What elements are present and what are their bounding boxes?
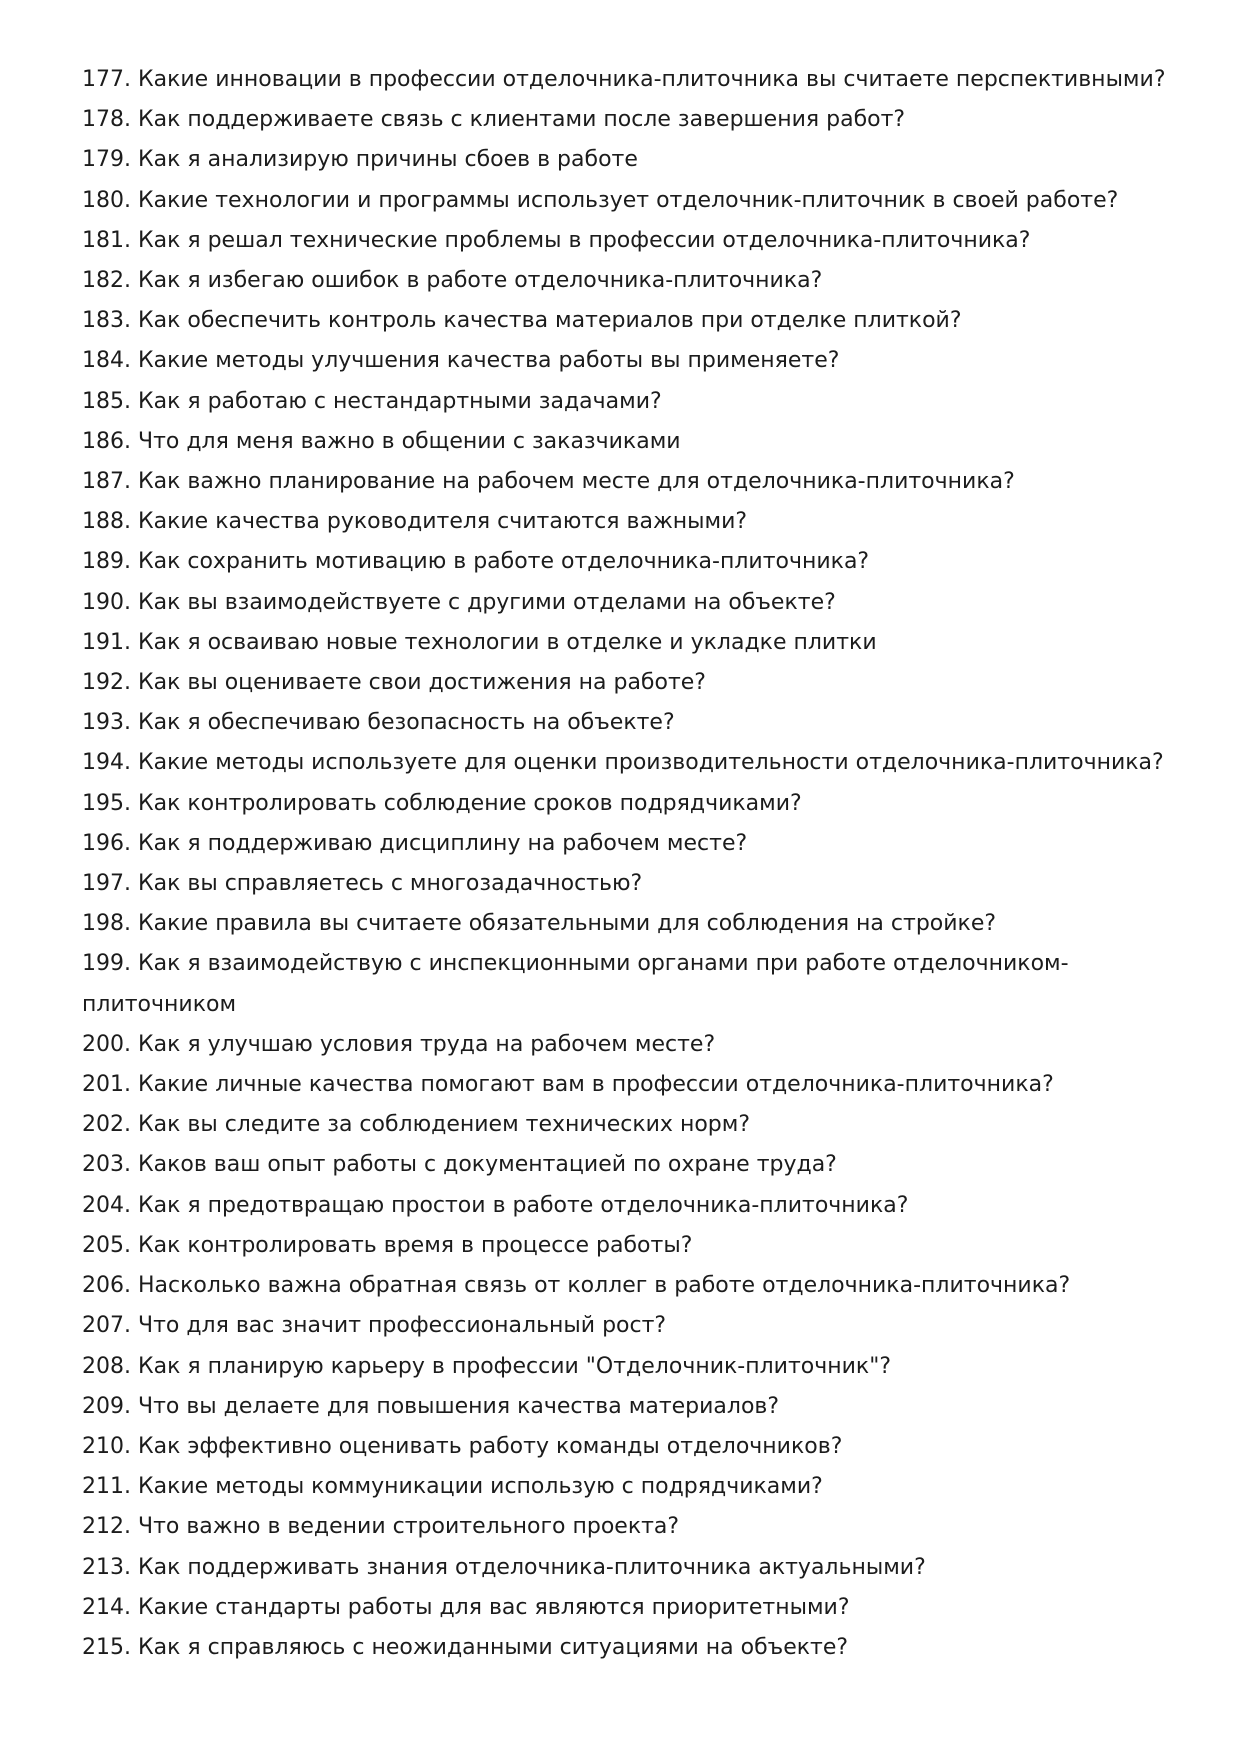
question-text: Какие стандарты работы для вас являются приоритетными?: [137, 1594, 850, 1620]
question-text: Как вы справляетесь с многозадачностью?: [137, 871, 643, 897]
list-item: [82, 1507, 1182, 1547]
list-item: [82, 1186, 1182, 1226]
list-item: [82, 743, 1182, 783]
question-text: Как поддерживать знания отделочника-плиточника актуальными?: [137, 1554, 926, 1580]
question-number: 182.: [82, 268, 131, 294]
list-item: [82, 1588, 1182, 1628]
question-number: 214.: [82, 1594, 131, 1620]
list-item: [82, 1347, 1182, 1387]
question-number: 188.: [82, 509, 131, 535]
question-number: 201.: [82, 1072, 131, 1098]
list-item: [82, 824, 1182, 864]
list-item: [82, 1025, 1182, 1065]
question-text: Как я взаимодействую с инспекционными органами при работе отделочником-плиточником: [82, 951, 1069, 1017]
question-number: 197.: [82, 871, 131, 897]
question-text: Как я обеспечиваю безопасность на объекте?: [137, 710, 675, 736]
list-item: [82, 1387, 1182, 1427]
question-number: 203.: [82, 1152, 131, 1178]
question-number: 194.: [82, 750, 131, 776]
question-text: Как я планирую карьеру в профессии "Отделочник-плиточник"?: [137, 1353, 892, 1379]
question-text: Как поддерживаете связь с клиентами после завершения работ?: [137, 107, 906, 133]
list-item: [82, 1427, 1182, 1467]
question-text: Как вы взаимодействуете с другими отделами на объекте?: [137, 589, 836, 615]
question-number: 185.: [82, 388, 131, 414]
question-text: Как я решал технические проблемы в профессии отделочника-плиточника?: [137, 227, 1031, 253]
list-item: [82, 221, 1182, 261]
list-item: [82, 1548, 1182, 1588]
question-text: Как обеспечить контроль качества материалов при отделке плиткой?: [137, 308, 962, 334]
question-text: Что важно в ведении строительного проекта?: [137, 1514, 680, 1540]
question-number: 212.: [82, 1514, 131, 1540]
question-number: 192.: [82, 670, 131, 696]
list-item: [82, 1266, 1182, 1306]
question-number: 198.: [82, 911, 131, 937]
question-list: [82, 60, 1182, 1668]
question-number: 190.: [82, 589, 131, 615]
question-text: Как важно планирование на рабочем месте для отделочника-плиточника?: [137, 469, 1015, 495]
list-item: [82, 944, 1182, 1024]
question-text: Как сохранить мотивацию в работе отделочника-плиточника?: [137, 549, 870, 575]
question-text: Что вы делаете для повышения качества материалов?: [137, 1393, 780, 1419]
list-item: [82, 1306, 1182, 1346]
question-text: Как контролировать соблюдение сроков подрядчиками?: [137, 790, 802, 816]
list-item: [82, 864, 1182, 904]
question-number: 189.: [82, 549, 131, 575]
list-item: [82, 1145, 1182, 1185]
question-number: 208.: [82, 1353, 131, 1379]
list-item: [82, 422, 1182, 462]
list-item: [82, 140, 1182, 180]
question-number: 196.: [82, 830, 131, 856]
list-item: [82, 60, 1182, 100]
question-text: Как я улучшаю условия труда на рабочем месте?: [137, 1031, 716, 1057]
question-number: 195.: [82, 790, 131, 816]
question-text: Какие методы улучшения качества работы вы применяете?: [137, 348, 840, 374]
list-item: [82, 462, 1182, 502]
question-text: Как контролировать время в процессе работы?: [137, 1232, 693, 1258]
question-number: 207.: [82, 1313, 131, 1339]
question-text: Какие методы используете для оценки производительности отделочника-плиточника?: [137, 750, 1164, 776]
question-text: Как эффективно оценивать работу команды отделочников?: [137, 1433, 843, 1459]
list-item: [82, 100, 1182, 140]
list-item: [82, 502, 1182, 542]
question-text: Какие методы коммуникации использую с подрядчиками?: [137, 1474, 823, 1500]
list-item: [82, 301, 1182, 341]
question-text: Как я справляюсь с неожиданными ситуациями на объекте?: [137, 1634, 849, 1660]
list-item: [82, 623, 1182, 663]
question-number: 215.: [82, 1634, 131, 1660]
list-item: [82, 181, 1182, 221]
question-number: 177.: [82, 67, 131, 92]
list-item: [82, 663, 1182, 703]
question-text: Как я работаю с нестандартными задачами?: [137, 388, 662, 414]
question-text: Что для вас значит профессиональный рост?: [137, 1313, 667, 1339]
question-number: 181.: [82, 227, 131, 253]
list-item: [82, 1226, 1182, 1266]
question-number: 211.: [82, 1474, 131, 1500]
question-text: Насколько важна обратная связь от коллег в работе отделочника-плиточника?: [137, 1273, 1071, 1299]
list-item: [82, 261, 1182, 301]
question-text: Какие правила вы считаете обязательными для соблюдения на стройке?: [137, 911, 997, 937]
question-number: 187.: [82, 469, 131, 495]
question-text: Как я осваиваю новые технологии в отделке и укладке плитки: [137, 629, 877, 655]
question-text: Какие качества руководителя считаются важными?: [137, 509, 748, 535]
question-text: Как вы оцениваете свои достижения на работе?: [137, 670, 706, 696]
question-number: 178.: [82, 107, 131, 133]
list-item: [82, 341, 1182, 381]
question-number: 209.: [82, 1393, 131, 1419]
question-text: Как я предотвращаю простои в работе отделочника-плиточника?: [137, 1192, 909, 1218]
list-item: [82, 1105, 1182, 1145]
question-text: Какие технологии и программы использует отделочник-плиточник в своей работе?: [137, 187, 1119, 213]
question-text: Каков ваш опыт работы с документацией по охране труда?: [137, 1152, 837, 1178]
question-number: 184.: [82, 348, 131, 374]
question-number: 191.: [82, 629, 131, 655]
question-number: 183.: [82, 308, 131, 334]
list-item: [82, 583, 1182, 623]
question-text: Что для меня важно в общении с заказчиками: [137, 428, 681, 454]
question-number: 179.: [82, 147, 131, 173]
question-text: Как я избегаю ошибок в работе отделочника-плиточника?: [137, 268, 823, 294]
question-number: 199.: [82, 951, 131, 977]
list-item: [82, 784, 1182, 824]
question-number: 204.: [82, 1192, 131, 1218]
question-number: 193.: [82, 710, 131, 736]
question-number: 200.: [82, 1031, 131, 1057]
question-number: 202.: [82, 1112, 131, 1138]
question-text: Какие инновации в профессии отделочника-плиточника вы считаете перспективными?: [137, 67, 1166, 92]
list-item: [82, 382, 1182, 422]
list-item: [82, 542, 1182, 582]
question-number: 206.: [82, 1273, 131, 1299]
question-number: 180.: [82, 187, 131, 213]
question-text: Как я поддерживаю дисциплину на рабочем месте?: [137, 830, 748, 856]
question-text: Как я анализирую причины сбоев в работе: [137, 147, 638, 173]
question-number: 205.: [82, 1232, 131, 1258]
question-number: 213.: [82, 1554, 131, 1580]
list-item: [82, 904, 1182, 944]
list-item: [82, 1467, 1182, 1507]
list-item: [82, 703, 1182, 743]
question-text: Как вы следите за соблюдением технических норм?: [137, 1112, 751, 1138]
question-number: 186.: [82, 428, 131, 454]
list-item: [82, 1065, 1182, 1105]
question-text: Какие личные качества помогают вам в профессии отделочника-плиточника?: [137, 1072, 1054, 1098]
question-number: 210.: [82, 1433, 131, 1459]
list-item: [82, 1628, 1182, 1668]
